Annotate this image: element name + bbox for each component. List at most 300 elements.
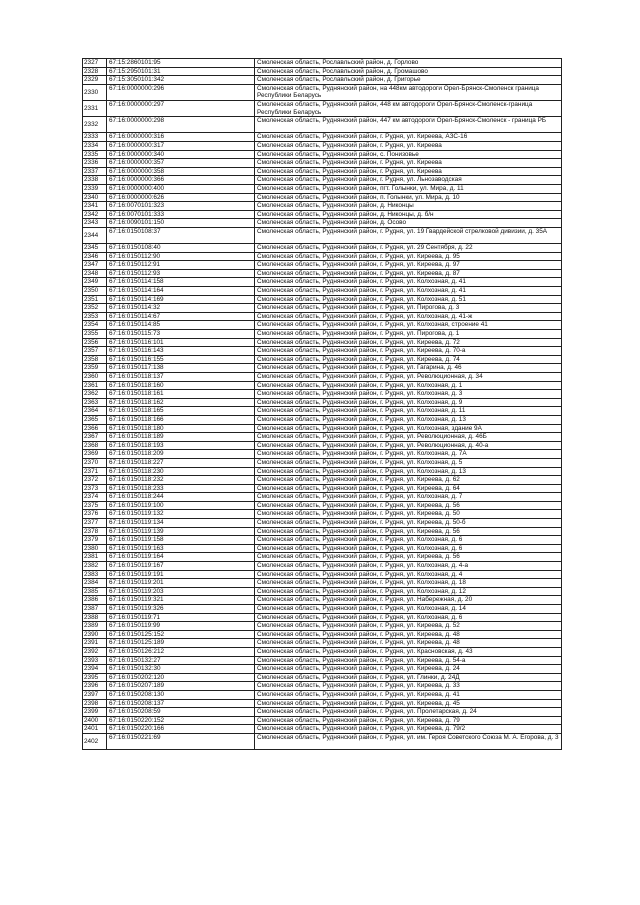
address-cell: Смоленская область, Руднянский район, п. Голынки, ул. Мира, д. 10 (255, 193, 562, 202)
cadastral-number-cell: 67:16:0000000:317 (107, 141, 255, 150)
address-cell: Смоленская область, Руднянский район, г. Рудня, ул. Колхозная, д. 18 (255, 579, 562, 588)
table-row (83, 725, 562, 734)
cadastral-number-cell: 67:16:0150207:189 (107, 682, 255, 691)
row-number-cell: 2375 (83, 501, 107, 510)
cadastral-number-cell: 67:16:0150114:85 (107, 321, 255, 330)
address-cell: Смоленская область, Руднянский район, г. Рудня, ул. Киреева, д. 79/2 (255, 725, 562, 734)
cadastral-number-cell: 67:16:0150108:37 (107, 227, 255, 243)
cadastral-number-cell: 67:16:0150202:120 (107, 673, 255, 682)
cadastral-number-cell: 67:16:0150114:164 (107, 287, 255, 296)
address-cell: Смоленская область, Руднянский район, г. Рудня, ул. Киреева, д. 33 (255, 682, 562, 691)
table-row (83, 67, 562, 76)
cadastral-number-cell: 67:16:0070101:323 (107, 202, 255, 211)
table-row (83, 501, 562, 510)
row-number-cell: 2366 (83, 424, 107, 433)
table-row (83, 587, 562, 596)
row-number-cell: 2360 (83, 372, 107, 381)
cadastral-number-cell: 67:16:0150116:143 (107, 347, 255, 356)
address-cell: Смоленская область, Руднянский район, г. Рудня, ул. Киреева, д. 56 (255, 527, 562, 536)
table-row (83, 390, 562, 399)
row-number-cell: 2367 (83, 433, 107, 442)
cadastral-number-cell: 67:16:0150118:180 (107, 424, 255, 433)
table-row (83, 252, 562, 261)
cadastral-number-cell: 67:16:0150118:244 (107, 493, 255, 502)
cadastral-number-cell: 67:16:0150118:137 (107, 372, 255, 381)
address-cell: Смоленская область, Рославльский район, д. Громашово (255, 67, 562, 76)
table-row (83, 665, 562, 674)
cadastral-number-cell: 67:16:0150112:91 (107, 261, 255, 270)
address-cell: Смоленская область, Руднянский район, г. Рудня, ул. Гагарина, д. 46 (255, 364, 562, 373)
address-cell: Смоленская область, Руднянский район, г. Рудня, ул. Киреева, д. 50 (255, 510, 562, 519)
address-cell: Смоленская область, Руднянский район, г. Рудня, ул. Киреева, д. 74 (255, 355, 562, 364)
cadastral-number-cell: 67:16:0150118:227 (107, 458, 255, 467)
cadastral-number-cell: 67:16:0000000:340 (107, 150, 255, 159)
cadastral-number-cell: 67:16:0150119:139 (107, 527, 255, 536)
cadastral-number-cell: 67:16:0150118:160 (107, 381, 255, 390)
address-cell: Смоленская область, Руднянский район, г. Рудня, ул. Киреева, д. 56 (255, 501, 562, 510)
table-row (83, 176, 562, 185)
cadastral-number-cell: 67:16:0150220:166 (107, 725, 255, 734)
cadastral-number-cell: 67:16:0150126:212 (107, 647, 255, 656)
row-number-cell: 2387 (83, 605, 107, 614)
cadastral-number-cell: 67:16:0150119:191 (107, 570, 255, 579)
row-number-cell: 2381 (83, 553, 107, 562)
address-cell: Смоленская область, Руднянский район, г. Рудня, ул. Колхозная, д. 7А (255, 450, 562, 459)
address-cell: Смоленская область, Руднянский район, г. Рудня, ул. Киреева, д. 45 (255, 699, 562, 708)
cadastral-number-cell: 67:16:0150119:167 (107, 562, 255, 571)
table-row (83, 193, 562, 202)
cadastral-number-cell: 67:16:0150119:99 (107, 622, 255, 631)
address-cell: Смоленская область, Руднянский район, г. Рудня, ул. 19 Гвардейской стрелковой дивизии, д. 35А (255, 227, 562, 243)
table-row (83, 159, 562, 168)
cadastral-number-cell: 67:16:0070101:333 (107, 210, 255, 219)
row-number-cell: 2398 (83, 699, 107, 708)
row-number-cell: 2329 (83, 76, 107, 85)
cadastral-number-cell: 67:16:0000000:298 (107, 117, 255, 133)
row-number-cell: 2379 (83, 536, 107, 545)
address-cell: Смоленская область, Руднянский район, г. Рудня, ул. Революционная, д. 34 (255, 372, 562, 381)
address-cell: Смоленская область, Руднянский район, г. Рудня, ул. Киреева (255, 159, 562, 168)
address-cell: Смоленская область, Руднянский район, г. Рудня, ул. Колхозная, д. 7 (255, 493, 562, 502)
row-number-cell: 2346 (83, 252, 107, 261)
row-number-cell: 2386 (83, 596, 107, 605)
address-cell: Смоленская область, Руднянский район, г. Рудня, ул. Киреева, д. 41 (255, 690, 562, 699)
table-row (83, 415, 562, 424)
address-cell: Смоленская область, Руднянский район, 447 км автодороги Орел-Брянск-Смоленск - граница РБ (255, 117, 562, 133)
cadastral-number-cell: 67:16:0150118:189 (107, 433, 255, 442)
cadastral-number-cell: 67:16:0150114:67 (107, 312, 255, 321)
address-cell: Смоленская область, Руднянский район, г. Рудня, ул. Глинки, д. 24Д (255, 673, 562, 682)
address-cell: Смоленская область, Руднянский район, с. Понизовье (255, 150, 562, 159)
cadastral-number-cell: 67:16:0150116:101 (107, 338, 255, 347)
row-number-cell: 2362 (83, 390, 107, 399)
address-cell: Смоленская область, Руднянский район, г. Рудня, ул. Революционная, д. 40-а (255, 441, 562, 450)
cadastral-number-cell: 67:15:3050101:342 (107, 76, 255, 85)
cadastral-number-cell: 67:16:0000000:366 (107, 176, 255, 185)
cadastral-number-cell: 67:16:0150119:100 (107, 501, 255, 510)
row-number-cell: 2385 (83, 587, 107, 596)
table-row (83, 519, 562, 528)
row-number-cell: 2390 (83, 630, 107, 639)
address-cell: Смоленская область, Руднянский район, г. Рудня, ул. Колхозная, д. 3 (255, 390, 562, 399)
cadastral-number-cell: 67:16:0000000:297 (107, 100, 255, 116)
cadastral-number-cell: 67:16:0150119:326 (107, 605, 255, 614)
row-number-cell: 2365 (83, 415, 107, 424)
row-number-cell: 2389 (83, 622, 107, 631)
address-cell: Смоленская область, Руднянский район, г. Рудня, ул. им. Героя Советского Союза М. А. Егорова, д. 3 (255, 733, 562, 749)
address-cell: Смоленская область, Руднянский район, г. Рудня, ул. Колхозная, строение 41 (255, 321, 562, 330)
row-number-cell: 2344 (83, 227, 107, 243)
address-cell: Смоленская область, Руднянский район, г. Рудня, ул. Колхозная, д. 6 (255, 613, 562, 622)
row-number-cell: 2357 (83, 347, 107, 356)
table-row (83, 708, 562, 717)
table-row (83, 622, 562, 631)
table-row (83, 536, 562, 545)
cadastral-number-cell: 67:16:0000000:316 (107, 133, 255, 142)
row-number-cell: 2361 (83, 381, 107, 390)
row-number-cell: 2350 (83, 287, 107, 296)
table-row (83, 330, 562, 339)
row-number-cell: 2349 (83, 278, 107, 287)
table-row (83, 372, 562, 381)
table-row (83, 117, 562, 133)
cadastral-number-cell: 67:16:0150119:158 (107, 536, 255, 545)
address-cell: Смоленская область, Руднянский район, г. Рудня, ул. Льнозаводская (255, 176, 562, 185)
row-number-cell: 2328 (83, 67, 107, 76)
row-number-cell: 2341 (83, 202, 107, 211)
address-cell: Смоленская область, Руднянский район, г. Рудня, ул. Киреева, АЗС-16 (255, 133, 562, 142)
cadastral-number-cell: 67:16:0150115:73 (107, 330, 255, 339)
row-number-cell: 2342 (83, 210, 107, 219)
cadastral-number-cell: 67:16:0150108:40 (107, 244, 255, 253)
address-cell: Смоленская область, Руднянский район, г. Рудня, ул. Пирогова, д. 1 (255, 330, 562, 339)
row-number-cell: 2331 (83, 100, 107, 116)
table-row (83, 364, 562, 373)
address-cell: Смоленская область, Руднянский район, г. Рудня, ул. Набережная, д. 20 (255, 596, 562, 605)
address-cell: Смоленская область, Руднянский район, г. Рудня, ул. Революционная, д. 46Б (255, 433, 562, 442)
row-number-cell: 2370 (83, 458, 107, 467)
table-row (83, 84, 562, 100)
address-cell: Смоленская область, Руднянский район, г. Рудня, ул. Киреева, д. 79 (255, 716, 562, 725)
cadastral-number-cell: 67:16:0000000:358 (107, 167, 255, 176)
row-number-cell: 2355 (83, 330, 107, 339)
address-cell: Смоленская область, Руднянский район, г. Рудня, ул. Колхозная, д. 14 (255, 605, 562, 614)
row-number-cell: 2378 (83, 527, 107, 536)
row-number-cell: 2330 (83, 84, 107, 100)
address-cell: Смоленская область, Руднянский район, г. Рудня, ул. Колхозная, здание 9А (255, 424, 562, 433)
table-row (83, 544, 562, 553)
address-cell: Смоленская область, Руднянский район, г. Рудня, ул. Киреева, д. 97 (255, 261, 562, 270)
row-number-cell: 2399 (83, 708, 107, 717)
address-cell: Смоленская область, Руднянский район, г. Рудня, ул. Киреева, д. 62 (255, 476, 562, 485)
cadastral-number-cell: 67:16:0150119:71 (107, 613, 255, 622)
row-number-cell: 2352 (83, 304, 107, 313)
address-cell: Смоленская область, Руднянский район, г. Рудня, ул. Колхозная, д. 41 (255, 278, 562, 287)
table-row (83, 562, 562, 571)
table-row (83, 184, 562, 193)
cadastral-number-cell: 67:16:0150132:27 (107, 656, 255, 665)
address-cell: Смоленская область, Руднянский район, г. Рудня, ул. Колхозная, д. 9 (255, 398, 562, 407)
cadastral-number-cell: 67:16:0150119:163 (107, 544, 255, 553)
table-row (83, 596, 562, 605)
table-row (83, 484, 562, 493)
cadastral-number-cell: 67:16:0150112:93 (107, 269, 255, 278)
cadastral-number-cell: 67:16:0150119:203 (107, 587, 255, 596)
row-number-cell: 2359 (83, 364, 107, 373)
cadastral-number-cell: 67:16:0150118:161 (107, 390, 255, 399)
row-number-cell: 2371 (83, 467, 107, 476)
address-cell: Смоленская область, Руднянский район, г. Рудня, ул. Киреева (255, 141, 562, 150)
address-cell: Смоленская область, Руднянский район, г. Рудня, ул. Колхозная, д. 13 (255, 467, 562, 476)
cadastral-number-cell: 67:16:0090101:150 (107, 219, 255, 228)
row-number-cell: 2353 (83, 312, 107, 321)
row-number-cell: 2380 (83, 544, 107, 553)
cadastral-number-cell: 67:16:0150114:32 (107, 304, 255, 313)
table-row (83, 433, 562, 442)
row-number-cell: 2383 (83, 570, 107, 579)
address-cell: Смоленская область, Руднянский район, г. Рудня, ул. Киреева, д. 48 (255, 639, 562, 648)
address-cell: Смоленская область, Руднянский район, г. Рудня, ул. Киреева, д. 95 (255, 252, 562, 261)
table-row (83, 321, 562, 330)
cadastral-number-cell: 67:16:0150208:130 (107, 690, 255, 699)
table-row (83, 278, 562, 287)
row-number-cell: 2339 (83, 184, 107, 193)
address-cell: Смоленская область, Руднянский район, г. Рудня, ул. Колхозная, д. 6 (255, 536, 562, 545)
table-row (83, 733, 562, 749)
row-number-cell: 2374 (83, 493, 107, 502)
row-number-cell: 2356 (83, 338, 107, 347)
table-row (83, 441, 562, 450)
row-number-cell: 2388 (83, 613, 107, 622)
row-number-cell: 2377 (83, 519, 107, 528)
row-number-cell: 2391 (83, 639, 107, 648)
table-row (83, 647, 562, 656)
cadastral-number-cell: 67:16:0150208:59 (107, 708, 255, 717)
table-row (83, 244, 562, 253)
row-number-cell: 2345 (83, 244, 107, 253)
row-number-cell: 2393 (83, 656, 107, 665)
cadastral-number-cell: 67:16:0150118:230 (107, 467, 255, 476)
cadastral-number-cell: 67:16:0150118:232 (107, 476, 255, 485)
table-row (83, 424, 562, 433)
table-row (83, 338, 562, 347)
row-number-cell: 2364 (83, 407, 107, 416)
table-row (83, 699, 562, 708)
cadastral-number-cell: 67:16:0150118:165 (107, 407, 255, 416)
cadastral-number-cell: 67:16:0150118:162 (107, 398, 255, 407)
table-row (83, 690, 562, 699)
table-row (83, 202, 562, 211)
address-cell: Смоленская область, Руднянский район, г. Рудня, ул. Колхозная, д. 4 (255, 570, 562, 579)
address-cell: Смоленская область, Руднянский район, на 448км автодороги Орел-Брянск-Смоленск граница Республики Беларусь (255, 84, 562, 100)
row-number-cell: 2397 (83, 690, 107, 699)
cadastral-number-cell: 67:16:0150220:152 (107, 716, 255, 725)
table-row (83, 312, 562, 321)
address-cell: Смоленская область, Руднянский район, г. Рудня, ул. Колхозная, д. 11 (255, 407, 562, 416)
address-cell: Смоленская область, Руднянский район, г. Рудня, ул. Красновская, д. 43 (255, 647, 562, 656)
registry-table-body (83, 59, 562, 750)
table-row (83, 355, 562, 364)
address-cell: Смоленская область, Рославльский район, д. Горлово (255, 59, 562, 68)
row-number-cell: 2395 (83, 673, 107, 682)
row-number-cell: 2354 (83, 321, 107, 330)
table-row (83, 210, 562, 219)
address-cell: Смоленская область, Руднянский район, д. Осово (255, 219, 562, 228)
address-cell: Смоленская область, Руднянский район, г. Рудня, ул. Киреева, д. 64 (255, 484, 562, 493)
cadastral-number-cell: 67:16:0150125:189 (107, 639, 255, 648)
row-number-cell: 2333 (83, 133, 107, 142)
row-number-cell: 2396 (83, 682, 107, 691)
cadastral-number-cell: 67:16:0150114:169 (107, 295, 255, 304)
address-cell: Смоленская область, Руднянский район, г. Рудня, ул. Колхозная, д. 51 (255, 295, 562, 304)
cadastral-number-cell: 67:16:0000000:626 (107, 193, 255, 202)
row-number-cell: 2337 (83, 167, 107, 176)
table-row (83, 381, 562, 390)
table-row (83, 493, 562, 502)
table-row (83, 579, 562, 588)
table-row (83, 682, 562, 691)
table-row (83, 630, 562, 639)
address-cell: Смоленская область, Руднянский район, д. Никонцы, д. б/н (255, 210, 562, 219)
cadastral-number-cell: 67:16:0150119:134 (107, 519, 255, 528)
address-cell: Смоленская область, Руднянский район, г. Рудня, ул. Колхозная, д. 13 (255, 415, 562, 424)
table-row (83, 150, 562, 159)
address-cell: Смоленская область, Руднянский район, г. Рудня, ул. Киреева, д. 48 (255, 630, 562, 639)
row-number-cell: 2376 (83, 510, 107, 519)
cadastral-number-cell: 67:15:2950101:31 (107, 67, 255, 76)
cadastral-number-cell: 67:16:0150112:90 (107, 252, 255, 261)
address-cell: Смоленская область, Руднянский район, г. Рудня, ул. Колхозная, д. 5 (255, 458, 562, 467)
cadastral-number-cell: 67:16:0150132:30 (107, 665, 255, 674)
address-cell: Смоленская область, Руднянский район, г. Рудня, ул. Колхозная, д. 41-ж (255, 312, 562, 321)
address-cell: Смоленская область, Руднянский район, г. Рудня, ул. Киреева, д. 50-б (255, 519, 562, 528)
row-number-cell: 2369 (83, 450, 107, 459)
row-number-cell: 2394 (83, 665, 107, 674)
row-number-cell: 2363 (83, 398, 107, 407)
table-row (83, 269, 562, 278)
cadastral-number-cell: 67:16:0150118:233 (107, 484, 255, 493)
address-cell: Смоленская область, Руднянский район, г. Рудня, ул. Колхозная, д. 4-а (255, 562, 562, 571)
cadastral-number-cell: 67:16:0000000:357 (107, 159, 255, 168)
row-number-cell: 2401 (83, 725, 107, 734)
cadastral-number-cell: 67:16:0150208:137 (107, 699, 255, 708)
address-cell: Смоленская область, Руднянский район, г. Рудня, ул. Киреева, д. 70-а (255, 347, 562, 356)
document-page (82, 58, 562, 750)
table-row (83, 605, 562, 614)
row-number-cell: 2334 (83, 141, 107, 150)
row-number-cell: 2343 (83, 219, 107, 228)
cadastral-number-cell: 67:16:0150125:152 (107, 630, 255, 639)
address-cell: Смоленская область, Руднянский район, г. Рудня, ул. Киреева, д. 24 (255, 665, 562, 674)
row-number-cell: 2327 (83, 59, 107, 68)
cadastral-number-cell: 67:16:0150118:209 (107, 450, 255, 459)
table-row (83, 347, 562, 356)
table-row (83, 227, 562, 243)
cadastral-number-cell: 67:16:0150114:158 (107, 278, 255, 287)
address-cell: Смоленская область, Руднянский район, г. Рудня, ул. Киреева, д. 72 (255, 338, 562, 347)
row-number-cell: 2332 (83, 117, 107, 133)
address-cell: Смоленская область, Руднянский район, 448 км автодороги Орел-Брянск-Смоленск-граница Республики Беларусь (255, 100, 562, 116)
table-row (83, 398, 562, 407)
cadastral-number-cell: 67:16:0150118:166 (107, 415, 255, 424)
address-cell: Смоленская область, Руднянский район, г. Рудня, ул. Пирогова, д. 3 (255, 304, 562, 313)
row-number-cell: 2384 (83, 579, 107, 588)
table-row (83, 467, 562, 476)
cadastral-number-cell: 67:16:0150119:164 (107, 553, 255, 562)
address-cell: Смоленская область, Руднянский район, г. Рудня, ул. 29 Сентября, д. 22 (255, 244, 562, 253)
table-row (83, 59, 562, 68)
address-cell: Смоленская область, Руднянский район, г. Рудня, ул. Киреева, д. 52 (255, 622, 562, 631)
table-row (83, 407, 562, 416)
table-row (83, 287, 562, 296)
table-row (83, 76, 562, 85)
table-row (83, 476, 562, 485)
cadastral-number-cell: 67:16:0150116:155 (107, 355, 255, 364)
address-cell: Смоленская область, Руднянский район, г. Рудня, ул. Колхозная, д. 41 (255, 287, 562, 296)
row-number-cell: 2348 (83, 269, 107, 278)
property-registry-table (82, 58, 562, 750)
address-cell: Смоленская область, Руднянский район, г. Рудня, ул. Киреева, д. 54-а (255, 656, 562, 665)
address-cell: Смоленская область, Руднянский район, г. Рудня, ул. Колхозная, д. 6 (255, 544, 562, 553)
cadastral-number-cell: 67:16:0150119:321 (107, 596, 255, 605)
cadastral-number-cell: 67:16:0150117:138 (107, 364, 255, 373)
row-number-cell: 2402 (83, 733, 107, 749)
table-row (83, 613, 562, 622)
table-row (83, 639, 562, 648)
cadastral-number-cell: 67:16:0000000:296 (107, 84, 255, 100)
table-row (83, 295, 562, 304)
table-row (83, 570, 562, 579)
table-row (83, 304, 562, 313)
address-cell: Смоленская область, Руднянский район, г. Рудня, ул. Киреева, д. 87 (255, 269, 562, 278)
table-row (83, 133, 562, 142)
cadastral-number-cell: 67:16:0150118:193 (107, 441, 255, 450)
table-row (83, 673, 562, 682)
table-row (83, 553, 562, 562)
cadastral-number-cell: 67:16:0150119:132 (107, 510, 255, 519)
row-number-cell: 2358 (83, 355, 107, 364)
row-number-cell: 2373 (83, 484, 107, 493)
cadastral-number-cell: 67:16:0000000:400 (107, 184, 255, 193)
address-cell: Смоленская область, Руднянский район, д. Никонцы (255, 202, 562, 211)
table-row (83, 219, 562, 228)
table-row (83, 716, 562, 725)
table-row (83, 141, 562, 150)
table-row (83, 527, 562, 536)
address-cell: Смоленская область, Руднянский район, г. Рудня, ул. Колхозная, д. 1 (255, 381, 562, 390)
address-cell: Смоленская область, Руднянский район, пгт. Голынки, ул. Мира, д. 11 (255, 184, 562, 193)
table-row (83, 100, 562, 116)
cadastral-number-cell: 67:16:0150221:69 (107, 733, 255, 749)
row-number-cell: 2336 (83, 159, 107, 168)
row-number-cell: 2400 (83, 716, 107, 725)
row-number-cell: 2340 (83, 193, 107, 202)
address-cell: Смоленская область, Руднянский район, г. Рудня, ул. Киреева, д. 56 (255, 553, 562, 562)
cadastral-number-cell: 67:15:2860101:95 (107, 59, 255, 68)
address-cell: Смоленская область, Руднянский район, г. Рудня, ул. Пролетарская, д. 24 (255, 708, 562, 717)
row-number-cell: 2372 (83, 476, 107, 485)
table-row (83, 450, 562, 459)
row-number-cell: 2338 (83, 176, 107, 185)
row-number-cell: 2382 (83, 562, 107, 571)
row-number-cell: 2392 (83, 647, 107, 656)
table-row (83, 167, 562, 176)
address-cell: Смоленская область, Руднянский район, г. Рудня, ул. Колхозная, д. 12 (255, 587, 562, 596)
cadastral-number-cell: 67:16:0150119:201 (107, 579, 255, 588)
table-row (83, 458, 562, 467)
row-number-cell: 2351 (83, 295, 107, 304)
address-cell: Смоленская область, Руднянский район, г. Рудня, ул. Киреева (255, 167, 562, 176)
